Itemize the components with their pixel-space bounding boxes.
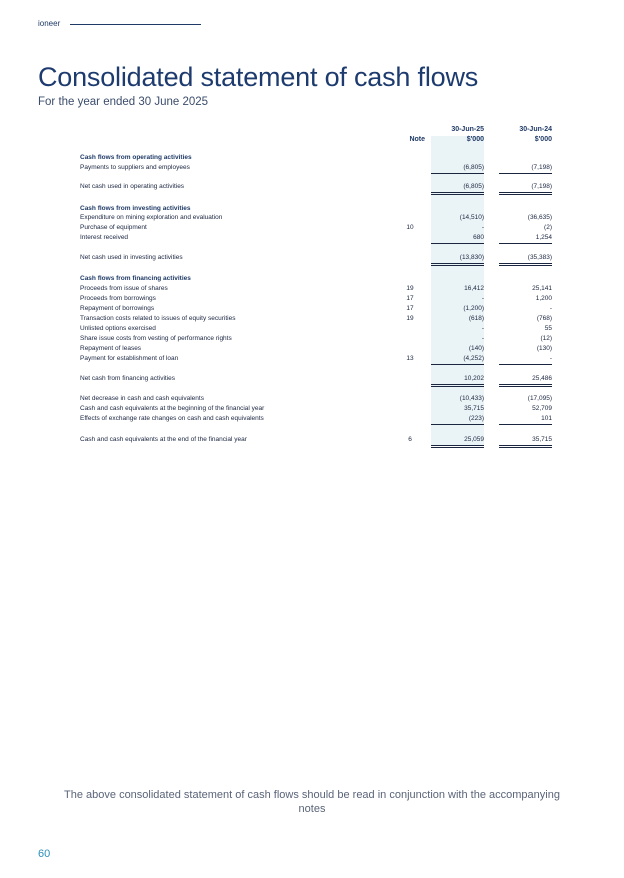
row-label: Net cash used in investing activities: [80, 254, 183, 261]
table-row: [80, 314, 552, 324]
row-label: Proceeds from borrowings: [80, 295, 156, 302]
table-row-total: [80, 435, 552, 445]
value-2025: 10,202: [431, 374, 484, 387]
header-rule: [70, 24, 201, 25]
value-2025: (6,805): [431, 182, 484, 195]
value-2025: 25,059: [431, 435, 484, 448]
value-2025: (14,510): [459, 214, 484, 221]
table-row: [80, 334, 552, 344]
section-heading-financing: [80, 274, 552, 284]
row-label: Interest received: [80, 234, 129, 241]
col-unit-2025: $'000: [466, 136, 484, 143]
value-2024: (35,383): [499, 253, 552, 266]
value-2025: (10,433): [459, 395, 484, 402]
row-label: Cash and cash equivalents at the beginning of the financial year: [80, 405, 265, 412]
row-label: Cash flows from operating activities: [80, 154, 192, 161]
value-2024: -: [549, 305, 552, 312]
row-label: Expenditure on mining exploration and evaluation: [80, 214, 223, 221]
table-row: [80, 213, 552, 223]
col-unit-2024: $'000: [534, 136, 552, 143]
table-row: [80, 394, 552, 404]
note-ref: 13: [406, 355, 414, 362]
table-row: [80, 404, 552, 414]
value-2024: 25,141: [532, 285, 552, 292]
table-row: [80, 223, 552, 233]
value-2024: 35,715: [499, 435, 552, 448]
note-ref: 19: [406, 285, 414, 292]
row-label: Net cash from financing activities: [80, 375, 176, 382]
row-label: Cash flows from financing activities: [80, 275, 191, 282]
page-title: Consolidated statement of cash flows: [38, 62, 479, 92]
value-2025: (618): [468, 315, 484, 322]
value-2024: (130): [536, 345, 552, 352]
value-2025: (13,830): [431, 253, 484, 266]
table-row: [80, 414, 552, 424]
value-2025: -: [481, 224, 484, 231]
row-label: Repayment of leases: [80, 345, 142, 352]
row-label: Net decrease in cash and cash equivalents: [80, 395, 204, 402]
value-2024: (7,198): [499, 182, 552, 195]
section-heading-operating: [80, 153, 552, 163]
table-row-total: [80, 374, 552, 384]
value-2025: -: [481, 335, 484, 342]
value-2024: 52,709: [532, 405, 552, 412]
page-number: 60: [38, 848, 51, 860]
footer-note: The above consolidated statement of cash flows should be read in conjunction with the accompanying notes: [64, 789, 560, 815]
value-2025: (223): [431, 414, 484, 425]
value-2024: -: [499, 354, 552, 365]
col-header-note: Note: [409, 136, 425, 143]
value-2025: (1,200): [463, 305, 484, 312]
row-label: Net cash used in operating activities: [80, 183, 185, 190]
table-row-total: [80, 253, 552, 263]
row-label: Unlisted options exercised: [80, 325, 156, 332]
table-row: [80, 294, 552, 304]
value-2024: 101: [499, 414, 552, 425]
page-subtitle: For the year ended 30 June 2025: [38, 96, 209, 108]
table-row: [80, 304, 552, 314]
row-label: Cash and cash equivalents at the end of the financial year: [80, 436, 247, 443]
col-header-2025: 30-Jun-25: [451, 126, 484, 133]
value-2025: -: [481, 325, 484, 332]
row-label: Transaction costs related to issues of equity securities: [80, 315, 236, 322]
table-row: [80, 284, 552, 294]
row-label: Proceeds from issue of shares: [80, 285, 168, 292]
value-2024: 1,254: [499, 233, 552, 244]
note-ref: 17: [406, 305, 414, 312]
value-2024: (7,198): [499, 163, 552, 174]
note-ref: 6: [408, 436, 412, 443]
note-ref: 10: [406, 224, 414, 231]
value-2024: (36,635): [527, 214, 552, 221]
value-2025: (140): [468, 345, 484, 352]
row-label: Effects of exchange rate changes on cash and cash equivalents: [80, 415, 264, 422]
row-label: Repayment of borrowings: [80, 305, 155, 312]
table-row: [80, 344, 552, 354]
table-row: [80, 233, 552, 243]
value-2024: (17,095): [527, 395, 552, 402]
value-2025: 16,412: [464, 285, 484, 292]
row-label: Share issue costs from vesting of performance rights: [80, 335, 232, 342]
col-header-2024: 30-Jun-24: [519, 126, 552, 133]
row-label: Payments to suppliers and employees: [80, 164, 190, 171]
row-label: Cash flows from investing activities: [80, 205, 191, 212]
row-label: Purchase of equipment: [80, 224, 147, 231]
value-2025: (4,252): [431, 354, 484, 365]
value-2024: 1,200: [535, 295, 552, 302]
value-2024: 55: [544, 325, 552, 332]
brand-logo: ioneer: [38, 19, 61, 28]
value-2025: 35,715: [464, 405, 484, 412]
value-2024: (2): [544, 224, 552, 231]
note-ref: 17: [406, 295, 414, 302]
table-row: [80, 324, 552, 334]
row-label: Payment for establishment of loan: [80, 355, 179, 362]
value-2025: -: [481, 295, 484, 302]
value-2024: (768): [536, 315, 552, 322]
note-ref: 19: [406, 315, 414, 322]
value-2025: (6,805): [431, 163, 484, 174]
value-2024: (12): [540, 335, 552, 342]
value-2025: 680: [431, 233, 484, 244]
value-2024: 25,486: [499, 374, 552, 387]
table-row-total: [80, 182, 552, 192]
table-row: [80, 163, 552, 173]
table-row: [80, 354, 552, 364]
